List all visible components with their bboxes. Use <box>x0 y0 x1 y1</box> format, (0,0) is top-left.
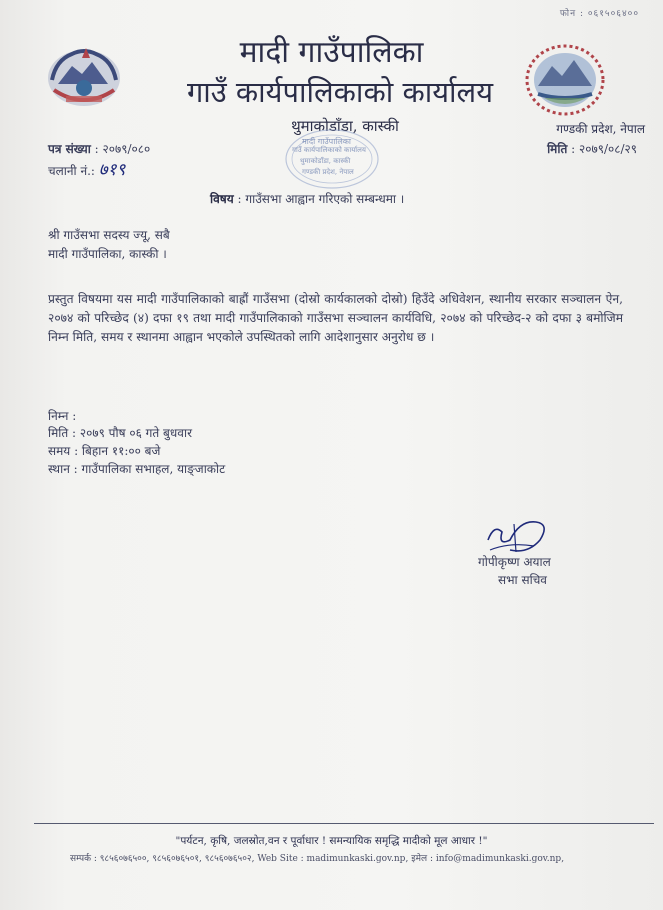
footer-phones: सम्पर्क : ९८५६०७६५००, ९८५६०७६५०१, ९८५६०७६५०२, <box>70 854 255 864</box>
stamp-line-3: थुमाकोडाँडा, कास्की <box>300 157 351 165</box>
stamp-line-2: गाउँ कार्यपालिकाको कार्यालय <box>292 146 366 154</box>
subject-line: विषय : गाउँसभा आह्वान गरिएको सम्बन्धमा । <box>210 192 405 206</box>
schedule-heading: निम्न : <box>48 409 77 423</box>
schedule-place: स्थान : गाउँपालिका सभाहल, याङ्जाकोट <box>48 462 226 476</box>
chalani-label: चलानी नं.: <box>48 164 95 178</box>
chalani-value: ७१९ <box>98 160 126 180</box>
footer-contact: सम्पर्क : ९८५६०७६५००, ९८५६०७६५०१, ९८५६०७६५०२, Web Site : madimunkaski.gov.np, इमेल : info@madimunkaski.gov.np, <box>70 854 565 864</box>
footer-email-label: इमेल : <box>411 854 433 864</box>
footer-website: Web Site : madimunkaski.gov.np <box>257 854 406 864</box>
addressee-line-1: श्री गाउँसभा सदस्य ज्यू, सबै <box>48 228 170 242</box>
patra-value: २०७९/०८० <box>102 142 151 156</box>
footer-motto: "पर्यटन, कृषि, जलस्रोत,वन र पूर्वाधार ! समन्यायिक समृद्धि मादीको मूल आधार !" <box>175 835 488 847</box>
patra-label: पत्र संख्या <box>48 142 91 156</box>
letter-number: पत्र संख्या : २०७९/०८० <box>48 142 151 156</box>
province-name: गण्डकी प्रदेश, नेपाल <box>556 122 645 136</box>
footer-email: info@madimunkaski.gov.np, <box>435 854 565 864</box>
municipality-title: मादी गाउँपालिका <box>239 35 424 70</box>
stamp-line-4: गण्डकी प्रदेश, नेपाल <box>302 168 354 176</box>
signatory-title: सभा सचिव <box>498 573 547 587</box>
signatory-name: गोपीकृष्ण अयाल <box>478 555 551 569</box>
office-location: थुमाकोडाँडा, कास्की <box>291 117 399 135</box>
stamp-line-1: मादी गाउँपालिका <box>302 137 352 146</box>
office-title: गाउँ कार्यपालिकाको कार्यालय <box>186 75 494 109</box>
miti-label: मिति <box>547 142 568 156</box>
schedule-date: मिति : २०७९ पौष ०६ गते बुधवार <box>48 426 192 440</box>
letter-date: मिति : २०७९/०८/२९ <box>547 142 637 156</box>
footer-divider <box>34 823 654 824</box>
schedule-time: समय : बिहान ११:०० बजे <box>48 444 161 458</box>
body-paragraph: प्रस्तुत विषयमा यस मादी गाउँपालिकाको बाह्रौं गाउँसभा (दोस्रो कार्यकालको दोस्रो) हिउँदे अधिवेशन, स्थानीय सरकार सञ्चालन ऐन, २०७४ को परिच्छेद (४) दफा १९ तथा मादी गाउँपालिकाको गाउँसभा सञ्चालन कार्यविधि, २०७४ को परिच्छेद-२ को दफा ३ बमोजिम निम्न मिति, समय र स्थानमा आह्वान भएकोले उपस्थितको लागि आदेशानुसार अनुरोध छ । <box>48 292 623 344</box>
miti-value: २०७९/०८/२९ <box>578 142 637 156</box>
subject-text: गाउँसभा आह्वान गरिएको सम्बन्धमा । <box>245 192 405 206</box>
addressee-line-2: मादी गाउँपालिका, कास्की । <box>48 247 167 261</box>
phone-number: फोन : ०६१५०६४०० <box>559 9 639 19</box>
dispatch-number <box>48 157 125 180</box>
subject-label: विषय <box>210 192 234 206</box>
